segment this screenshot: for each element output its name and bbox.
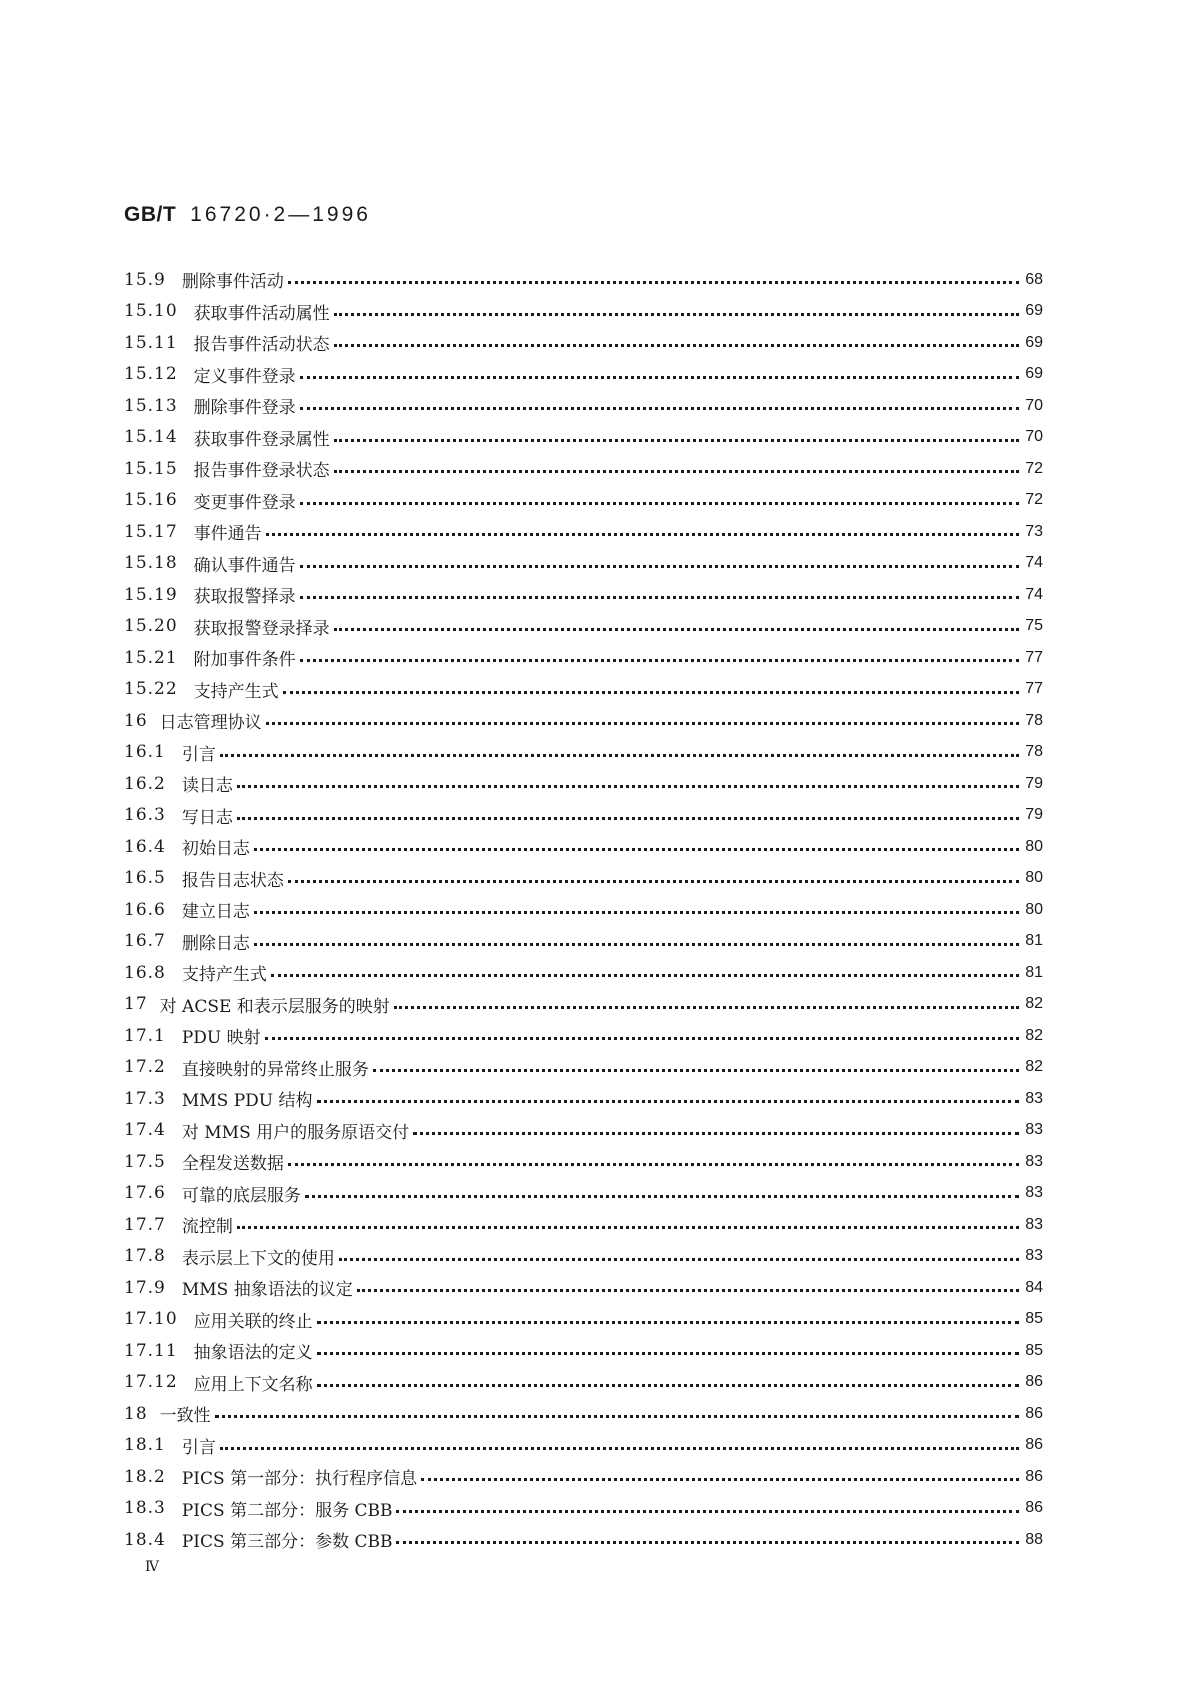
toc-entry-page: 79 (1025, 774, 1043, 792)
toc-entry-title: MMS PDU 结构 (181, 1091, 313, 1112)
toc-entry (124, 1115, 1043, 1147)
toc-entry-number: 15.18 (124, 553, 178, 574)
toc-entry (124, 1209, 1043, 1241)
toc-entry-title: 确认事件通告 (193, 555, 296, 576)
toc-entry-page: 86 (1025, 1499, 1043, 1517)
toc-entry-page: 70 (1025, 396, 1043, 414)
dot-leader (305, 1195, 1019, 1198)
dot-leader (334, 470, 1020, 473)
standard-header (124, 203, 371, 227)
toc-entry (124, 1335, 1043, 1367)
toc-entry-title: 支持产生式 (181, 965, 267, 986)
toc-entry-number: 15.15 (124, 458, 178, 479)
toc-entry-page: 84 (1025, 1278, 1043, 1296)
toc-entry (124, 674, 1043, 706)
toc-entry (124, 327, 1043, 359)
dot-leader (373, 1069, 1019, 1072)
toc-entry-number: 16.4 (124, 836, 166, 857)
toc-entry (124, 705, 1043, 737)
toc-entry-page: 79 (1025, 806, 1043, 824)
toc-entry-title: MMS 抽象语法的议定 (181, 1280, 353, 1301)
toc-entry-title: 获取报警择录 (193, 587, 296, 608)
toc-entry-number: 16.8 (124, 962, 166, 983)
dot-leader (237, 785, 1019, 788)
toc-entry-title: 日志管理协议 (159, 713, 262, 734)
dot-leader (288, 880, 1019, 883)
toc-entry (124, 579, 1043, 611)
toc-entry-page: 82 (1025, 1058, 1043, 1076)
dot-leader (266, 533, 1020, 536)
toc-entry-title: 获取报警登录择录 (193, 618, 330, 639)
dot-leader (317, 1352, 1020, 1355)
toc-entry-page: 69 (1025, 365, 1043, 383)
toc-entry-number: 17.8 (124, 1246, 166, 1267)
toc-entry-page: 82 (1025, 995, 1043, 1013)
toc-entry-title: 直接映射的异常终止服务 (181, 1059, 369, 1080)
toc-entry (124, 1146, 1043, 1178)
toc-entry-title: 删除事件登录 (193, 398, 296, 419)
dot-leader (339, 1258, 1019, 1261)
dot-leader (300, 407, 1020, 410)
toc-entry (124, 863, 1043, 895)
dot-leader (413, 1132, 1019, 1135)
toc-entry-title: 定义事件登录 (193, 366, 296, 387)
standard-number: 16720·2—1996 (190, 203, 371, 226)
toc-entry-title: 引言 (181, 744, 216, 765)
toc-entry-number: 18.2 (124, 1466, 166, 1487)
toc-entry-title: 抽象语法的定义 (193, 1343, 313, 1364)
dot-leader (334, 313, 1020, 316)
toc-entry-title: PICS 第二部分：服务 CBB (181, 1500, 393, 1521)
dot-leader (300, 502, 1020, 505)
toc-entry-page: 86 (1025, 1373, 1043, 1391)
toc-entry-page: 80 (1025, 900, 1043, 918)
toc-entry-number: 15.21 (124, 647, 178, 668)
toc-entry-title: 流控制 (181, 1217, 233, 1238)
toc-entry (124, 642, 1043, 674)
toc-entry-title: 获取事件活动属性 (193, 303, 330, 324)
toc-entry-page: 77 (1025, 680, 1043, 698)
toc-entry-page: 81 (1025, 963, 1043, 981)
dot-leader (300, 376, 1020, 379)
toc-entry (124, 1524, 1043, 1556)
toc-entry-title: 删除事件活动 (181, 272, 284, 293)
toc-entry-page: 82 (1025, 1026, 1043, 1044)
toc-entry-number: 15.20 (124, 616, 178, 637)
dot-leader (300, 565, 1020, 568)
toc-entry-number: 15.14 (124, 427, 178, 448)
dot-leader (334, 344, 1020, 347)
toc-entry-number: 18.1 (124, 1435, 166, 1456)
toc-entry-number: 17.10 (124, 1309, 178, 1330)
toc-entry-number: 17.5 (124, 1151, 166, 1172)
toc-entry-number: 15.11 (124, 332, 178, 353)
toc-entry-page: 72 (1025, 491, 1043, 509)
toc-entry-page: 86 (1025, 1436, 1043, 1454)
dot-leader (220, 754, 1019, 757)
toc-entry-number: 16.7 (124, 931, 166, 952)
dot-leader (265, 1037, 1020, 1040)
toc-entry-number: 15.9 (124, 269, 166, 290)
toc-entry-number: 17.7 (124, 1214, 166, 1235)
toc-entry-number: 16.1 (124, 742, 166, 763)
toc-entry-title: 报告事件活动状态 (193, 335, 330, 356)
toc-entry-title: 一致性 (159, 1406, 211, 1427)
toc-entry-number: 15.10 (124, 301, 178, 322)
table-of-contents (124, 264, 1043, 1556)
toc-entry (124, 894, 1043, 926)
toc-entry-title: 全程发送数据 (181, 1154, 284, 1175)
toc-entry (124, 296, 1043, 328)
toc-entry-number: 15.19 (124, 584, 178, 605)
toc-entry-page: 70 (1025, 428, 1043, 446)
toc-entry-title: 初始日志 (181, 839, 250, 860)
toc-entry-page: 69 (1025, 333, 1043, 351)
toc-entry-title: 报告日志状态 (181, 870, 284, 891)
toc-entry (124, 1083, 1043, 1115)
toc-entry-number: 16.3 (124, 805, 166, 826)
toc-entry-title: PICS 第三部分：参数 CBB (181, 1532, 393, 1553)
dot-leader (334, 439, 1020, 442)
dot-leader (421, 1478, 1019, 1481)
standard-prefix: GB/T (124, 203, 177, 226)
toc-entry (124, 359, 1043, 391)
dot-leader (317, 1321, 1020, 1324)
toc-entry-number: 17.9 (124, 1277, 166, 1298)
toc-entry (124, 453, 1043, 485)
toc-entry-number: 16.2 (124, 773, 166, 794)
dot-leader (300, 596, 1020, 599)
toc-entry-page: 81 (1025, 932, 1043, 950)
toc-entry-number: 15.17 (124, 521, 178, 542)
toc-entry-page: 80 (1025, 869, 1043, 887)
toc-entry (124, 485, 1043, 517)
toc-entry-number: 16.6 (124, 899, 166, 920)
dot-leader (288, 1163, 1019, 1166)
toc-entry (124, 1304, 1043, 1336)
toc-entry-number: 18 (124, 1403, 148, 1424)
toc-entry-page: 88 (1025, 1530, 1043, 1548)
toc-entry (124, 1398, 1043, 1430)
toc-entry-title: 应用上下文名称 (193, 1374, 313, 1395)
toc-entry-page: 69 (1025, 302, 1043, 320)
dot-leader (266, 722, 1020, 725)
toc-entry (124, 737, 1043, 769)
toc-entry-page: 83 (1025, 1121, 1043, 1139)
toc-entry (124, 1461, 1043, 1493)
dot-leader (300, 659, 1020, 662)
dot-leader (396, 1510, 1019, 1513)
dot-leader (215, 1415, 1020, 1418)
toc-entry-title: 事件通告 (193, 524, 262, 545)
toc-entry-number: 16.5 (124, 868, 166, 889)
toc-entry (124, 1493, 1043, 1525)
toc-entry-page: 74 (1025, 554, 1043, 572)
toc-entry-page: 75 (1025, 617, 1043, 635)
dot-leader (237, 817, 1019, 820)
toc-entry-page: 78 (1025, 743, 1043, 761)
toc-entry (124, 1272, 1043, 1304)
toc-entry-number: 17.4 (124, 1120, 166, 1141)
toc-entry-number: 17.11 (124, 1340, 178, 1361)
toc-entry-title: 附加事件条件 (193, 650, 296, 671)
toc-entry-number: 18.4 (124, 1529, 166, 1550)
toc-entry-page: 78 (1025, 711, 1043, 729)
toc-entry-number: 15.13 (124, 395, 178, 416)
toc-entry (124, 422, 1043, 454)
toc-entry-title: PICS 第一部分：执行程序信息 (181, 1469, 418, 1490)
toc-entry-title: 读日志 (181, 776, 233, 797)
toc-entry-number: 17 (124, 994, 148, 1015)
dot-leader (283, 691, 1020, 694)
page-number-footer: Ⅳ (145, 1560, 159, 1575)
toc-entry-number: 17.2 (124, 1057, 166, 1078)
toc-entry-title: 删除日志 (181, 933, 250, 954)
toc-entry (124, 957, 1043, 989)
toc-entry-title: 报告事件登录状态 (193, 461, 330, 482)
toc-entry-title: 对 MMS 用户的服务原语交付 (181, 1122, 410, 1143)
toc-entry-page: 77 (1025, 648, 1043, 666)
toc-entry (124, 800, 1043, 832)
toc-entry-page: 86 (1025, 1467, 1043, 1485)
toc-entry (124, 264, 1043, 296)
toc-entry-title: PDU 映射 (181, 1028, 261, 1049)
toc-entry (124, 611, 1043, 643)
toc-entry-title: 变更事件登录 (193, 492, 296, 513)
toc-entry-page: 68 (1025, 270, 1043, 288)
toc-entry (124, 390, 1043, 422)
dot-leader (288, 281, 1019, 284)
dot-leader (357, 1289, 1019, 1292)
toc-entry-number: 17.3 (124, 1088, 166, 1109)
dot-leader (237, 1226, 1019, 1229)
toc-entry-title: 应用关联的终止 (193, 1311, 313, 1332)
toc-entry-title: 支持产生式 (193, 681, 279, 702)
dot-leader (254, 943, 1019, 946)
toc-entry-title: 建立日志 (181, 902, 250, 923)
dot-leader (220, 1447, 1019, 1450)
toc-entry (124, 1367, 1043, 1399)
dot-leader (317, 1100, 1020, 1103)
toc-entry-number: 15.12 (124, 364, 178, 385)
toc-entry-page: 85 (1025, 1341, 1043, 1359)
toc-entry-number: 17.12 (124, 1372, 178, 1393)
toc-entry (124, 548, 1043, 580)
toc-entry-number: 15.22 (124, 679, 178, 700)
dot-leader (254, 911, 1019, 914)
toc-entry (124, 831, 1043, 863)
toc-entry-page: 73 (1025, 522, 1043, 540)
dot-leader (334, 628, 1020, 631)
toc-entry (124, 926, 1043, 958)
toc-entry-title: 表示层上下文的使用 (181, 1248, 335, 1269)
toc-entry-page: 83 (1025, 1247, 1043, 1265)
toc-entry (124, 516, 1043, 548)
toc-entry-title: 获取事件登录属性 (193, 429, 330, 450)
toc-entry-number: 15.16 (124, 490, 178, 511)
toc-entry-page: 83 (1025, 1089, 1043, 1107)
toc-entry-number: 18.3 (124, 1498, 166, 1519)
toc-entry-page: 83 (1025, 1215, 1043, 1233)
toc-entry-number: 16 (124, 710, 148, 731)
toc-entry (124, 1052, 1043, 1084)
toc-entry-title: 可靠的底层服务 (181, 1185, 301, 1206)
toc-entry-page: 85 (1025, 1310, 1043, 1328)
toc-entry-number: 17.6 (124, 1183, 166, 1204)
toc-entry-page: 72 (1025, 459, 1043, 477)
dot-leader (396, 1541, 1019, 1544)
toc-entry-page: 80 (1025, 837, 1043, 855)
dot-leader (254, 848, 1019, 851)
toc-entry-page: 74 (1025, 585, 1043, 603)
toc-entry (124, 1430, 1043, 1462)
toc-entry (124, 989, 1043, 1021)
toc-entry (124, 1241, 1043, 1273)
toc-entry-page: 83 (1025, 1184, 1043, 1202)
toc-entry-number: 17.1 (124, 1025, 166, 1046)
toc-entry (124, 1178, 1043, 1210)
toc-entry-page: 86 (1025, 1404, 1043, 1422)
toc-entry (124, 768, 1043, 800)
dot-leader (317, 1384, 1020, 1387)
toc-entry-title: 引言 (181, 1437, 216, 1458)
toc-entry (124, 1020, 1043, 1052)
dot-leader (394, 1006, 1019, 1009)
toc-entry-title: 对 ACSE 和表示层服务的映射 (159, 996, 390, 1017)
toc-entry-title: 写日志 (181, 807, 233, 828)
toc-entry-page: 83 (1025, 1152, 1043, 1170)
dot-leader (271, 974, 1019, 977)
